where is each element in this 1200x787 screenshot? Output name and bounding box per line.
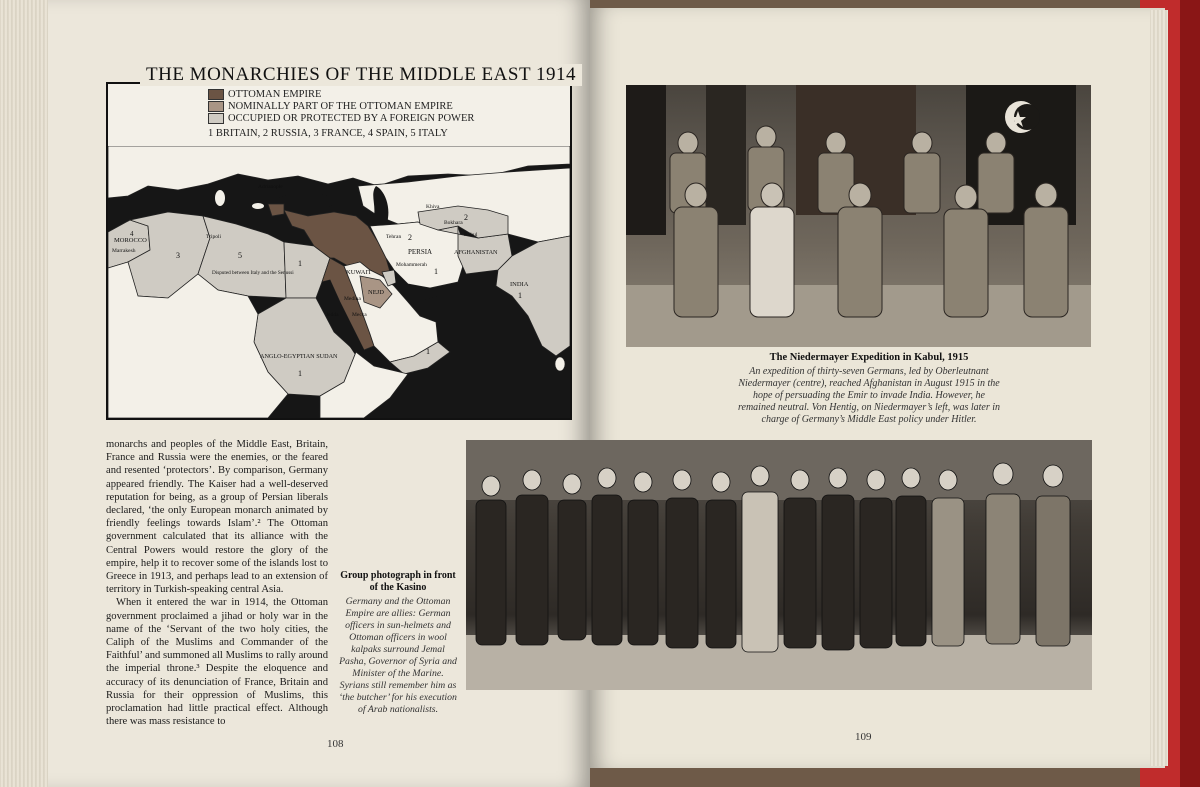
map-number: 5: [238, 251, 242, 260]
caption-text: Germany and the Ottoman Empire are allies: German officers in sun-helmets and Ottoman officers in wool kalpaks surround Jemal Pasha, Governor of Syria and Minister of the Marine. Syrians still remember him as ‘the butcher’ for his execution of Arab nationalists.: [339, 596, 457, 715]
map-label-persia: PERSIA: [408, 248, 433, 256]
kasino-caption: [338, 570, 458, 716]
map-number: 3: [176, 251, 180, 260]
niedermayer-caption: [738, 352, 1000, 426]
map-label-morocco: MOROCCO: [114, 237, 147, 244]
map-label-disputed: Disputed between Italy and the Senussi: [212, 270, 294, 276]
map-label-kuwait: KUWAIT: [346, 269, 372, 276]
map-number: 1: [298, 259, 302, 268]
page-number-right: 109: [855, 731, 872, 743]
left-page-stack: [0, 0, 48, 787]
map-label-nejd: NEJD: [368, 289, 384, 296]
legend-label: OCCUPIED OR PROTECTED BY A FOREIGN POWER: [228, 113, 475, 124]
map-frame: [106, 82, 572, 420]
map-number: 1: [426, 347, 430, 356]
legend-item-nominal: [208, 101, 453, 112]
map-label-anglo-egyptian-sudan: ANGLO-EGYPTIAN SUDAN: [260, 353, 338, 360]
map-label-afghanistan: AFGHANISTAN: [454, 249, 498, 256]
kasino-photo: [466, 440, 1092, 690]
map-number: 2: [464, 213, 468, 222]
map-title: THE MONARCHIES OF THE MIDDLE EAST 1914: [140, 64, 582, 86]
map-label-kabul: Kabul: [464, 232, 478, 238]
body-paragraph: When it entered the war in 1914, the Ottoman government proclaimed a jihad or holy war in the name of the ‘Servant of the two holy cities, the Caliph of the Muslims and Commander of the Faithful’ and summoned all Muslims to rally around the imperial throne.³ Despite the eloquence and accuracy of its denunciation of France, Britain and Russia for their oppression of Muslims, this proclamation had little practical effect. Although there was mass resistance to: [106, 597, 328, 728]
map-label-marrakesh: Marrakesh: [112, 248, 136, 254]
map-label-mohammerah: Mohammerah: [396, 262, 427, 268]
legend-swatch: [208, 113, 224, 124]
map-label-bokhara: Bokhara: [444, 220, 463, 226]
map-number: 1: [518, 291, 522, 300]
legend-label: NOMINALLY PART OF THE OTTOMAN EMPIRE: [228, 101, 453, 112]
map-graphic: [108, 146, 570, 418]
map-label-tripoli: Tripoli: [206, 234, 222, 240]
photo-figures: [466, 440, 1092, 690]
caption-title: The Niedermayer Expedition in Kabul, 1915: [769, 352, 969, 363]
niedermayer-photo: [626, 85, 1091, 347]
map-label-adrianople: Adrianople: [258, 184, 283, 190]
map-label-mecca: Mecca: [352, 312, 367, 318]
legend-item-foreign: [208, 113, 474, 124]
map-label-india: INDIA: [510, 281, 529, 288]
photo-figures: [626, 85, 1091, 347]
legend-key: 1 BRITAIN, 2 RUSSIA, 3 FRANCE, 4 SPAIN, 5 ITALY: [208, 128, 448, 139]
body-paragraph: monarchs and peoples of the Middle East, Britain, France and Russia were the enemies, or the feared and resented ‘protectors’. By comparison, Germany appeared friendly. The Kaiser had a well-deserved reputation for being, as a group of Persian liberals declared, ‘the only European monarch animated by friendly feelings towards Islam’.² The Ottoman government calculated that its alliance with the Central Powers would restore the glory of the empire, help it to recover some of the islands lost to Greece in 1913, and perhaps lead to an extension of territory in Turkish-speaking central Asia.: [106, 439, 328, 596]
right-page-stack: [1150, 10, 1168, 766]
map-label-medina: Medina: [344, 296, 361, 302]
caption-text: An expedition of thirty-seven Germans, led by Oberleutnant Niedermayer (centre), reached Afghanistan in August 1915 in the hope of persuading the Emir to invade India. However, he remained neutral. Von Hentig, on Niedermayer’s left, was later in charge of Germany’s Middle East policy under Hitler.: [738, 366, 1001, 425]
legend-swatch: [208, 101, 224, 112]
legend-item-ottoman: [208, 89, 321, 100]
legend-label: OTTOMAN EMPIRE: [228, 89, 322, 100]
map-label-jedda: Jedda: [326, 312, 339, 318]
map-number: 2: [408, 233, 412, 242]
map-number: 1: [298, 369, 302, 378]
map-label-khiva: Khiva: [426, 204, 440, 210]
map-number: 4: [130, 230, 134, 238]
legend-swatch: [208, 89, 224, 100]
map-number: 1: [434, 267, 438, 276]
caption-title: Group photograph in front of the Kasino: [340, 570, 456, 593]
map-label-tehran: Tehran: [386, 234, 402, 240]
body-text: [106, 438, 328, 728]
page-number-left: 108: [327, 738, 344, 750]
